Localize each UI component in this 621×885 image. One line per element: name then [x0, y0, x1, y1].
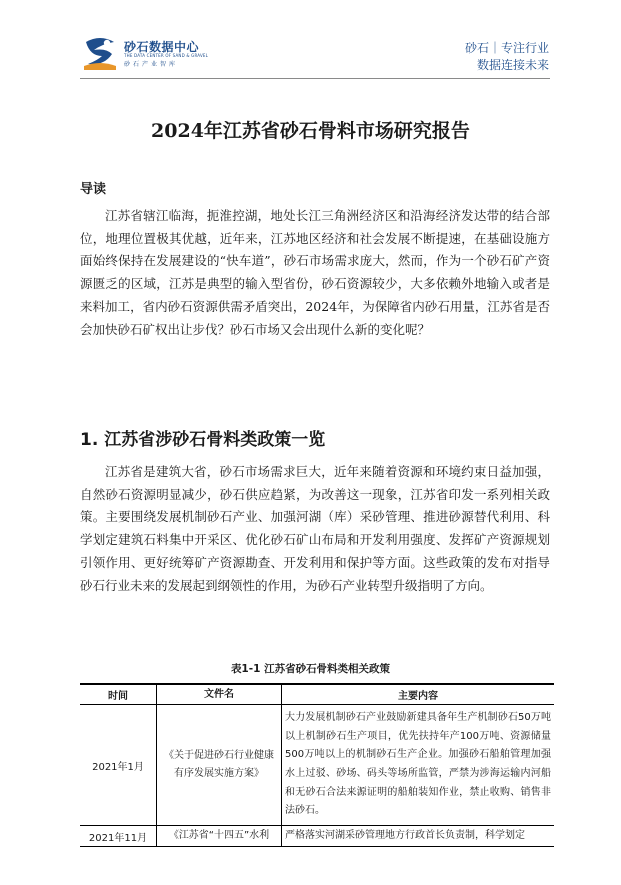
- header-divider: [80, 78, 550, 79]
- slogan-line-2: 数据连接未来: [476, 58, 549, 72]
- cell-file: 《关于促进砂石行业健康有序发展实施方案》: [157, 705, 282, 826]
- page-header: [0, 0, 621, 80]
- section-1-heading: 1. 江苏省涉砂石骨料类政策一览: [80, 430, 326, 450]
- cell-file: 《江苏省“十四五”水利: [157, 826, 282, 847]
- table-row: [80, 705, 554, 826]
- table-row: [80, 826, 554, 847]
- logo-subtitle: 砂石产业智库: [124, 61, 179, 68]
- cell-time: 2021年11月: [80, 826, 157, 847]
- header-time: 时间: [80, 684, 157, 705]
- sand-gravel-logo-icon: [80, 32, 120, 72]
- cell-content: 严格落实河湖采砂管理地方行政首长负责制，科学划定: [282, 826, 555, 847]
- lead-heading: 导读: [80, 182, 107, 197]
- slogan-line-1: 砂石｜专注行业: [464, 41, 549, 55]
- cell-content: 大力发展机制砂石产业鼓励新建具备年生产机制砂石50万吨以上机制砂石生产项目，优先扶持年产100万吨、资源储量500万吨以上的机制砂石生产企业。加强砂石船舶管理加强水上过驳、砂场、码头等场所监管，严禁为涉海运输内河船和无砂石合法来源证明的船舶装知作业，禁止收购、销售非法砂石。: [282, 705, 555, 826]
- cell-time: 2021年1月: [80, 705, 157, 826]
- policy-table: [80, 683, 554, 847]
- logo-english-name: THE DATA CENTER OF SAND & GRAVEL: [124, 53, 209, 58]
- document-title: 2024年江苏省砂石骨料市场研究报告: [151, 120, 470, 142]
- section-1-paragraph: 江苏省是建筑大省，砂石市场需求巨大，近年来随着资源和环境约束日益加强，自然砂石资源明显减少，砂石供应趋紧，为改善这一现象，江苏省印发一系列相关政策。主要围绕发展机制砂石产业、加强河湖（库）采砂管理、推进砂源替代利用、科学划定建筑石料集中开采区、优化砂石矿山布局和开发利用强度、发挥矿产资源规划引领作用、更好统筹矿产资源勘查、开发利用和保护等方面。这些政策的发布对指导砂石行业未来的发展起到纲领性的作用，为砂石产业转型升级指明了方向。: [80, 464, 550, 593]
- table-header-row: [80, 684, 554, 705]
- header-content: 主要内容: [282, 684, 555, 705]
- header-file: 文件名: [157, 684, 282, 705]
- lead-paragraph: 江苏省辖江临海，扼淮控湖，地处长江三角洲经济区和沿海经济发达带的结合部位，地理位置极其优越，近年来，江苏地区经济和社会发展不断提速，在基础设施方面始终保持在发展建设的“快车道”，砂石市场需求庞大，然而，作为一个砂石矿产资源匮乏的区域，江苏是典型的输入型省份，砂石资源较少，大多依赖外地输入或者是来料加工，省内砂石资源供需矛盾突出，2024年，为保障省内砂石用量，江苏省是否会加快砂石矿权出让步伐？砂石市场又会出现什么新的变化呢？: [80, 208, 550, 337]
- table-caption: 表1-1 江苏省砂石骨料类相关政策: [230, 663, 391, 675]
- logo-name: 砂石数据中心: [124, 40, 200, 54]
